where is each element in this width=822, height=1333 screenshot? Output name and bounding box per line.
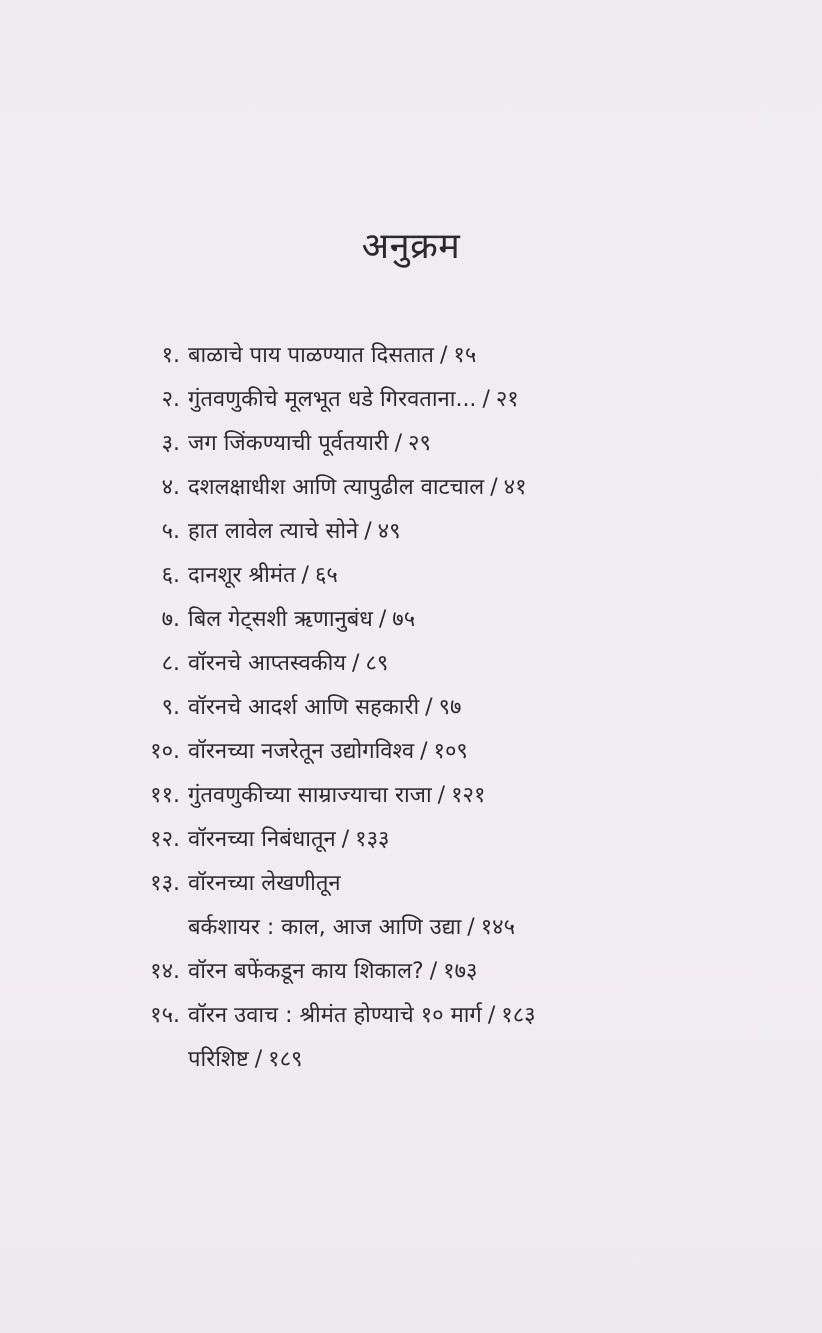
toc-separator: /	[394, 431, 403, 456]
toc-entry-title: गुंतवणुकीच्या साम्राज्याचा राजा	[188, 783, 432, 808]
toc-entry-page: ४१	[503, 475, 527, 500]
toc-entry-number: १३.	[150, 871, 180, 896]
toc-separator: /	[378, 607, 387, 632]
toc-separator: /	[420, 739, 428, 764]
toc-entry-page: १७३	[443, 959, 478, 984]
toc-entry-number: ८.	[161, 651, 180, 676]
toc-entry-number: ५.	[161, 519, 180, 544]
toc-separator: /	[425, 695, 433, 720]
toc-entry-number: १५.	[150, 1003, 180, 1028]
toc-entry-page: ६५	[314, 563, 338, 588]
toc-entry-page: ४९	[377, 519, 401, 544]
toc-entry-page: ९७	[438, 695, 462, 720]
toc-separator: /	[482, 387, 490, 412]
toc-separator: /	[437, 783, 446, 808]
toc-separator: /	[254, 1047, 263, 1072]
toc-entry-title: बिल गेट्सशी ऋणानुबंध	[188, 607, 373, 632]
toc-entry-page: १८९	[268, 1047, 303, 1072]
toc-entry-title: बर्कशायर : काल, आज आणि उद्या	[188, 915, 462, 940]
toc-separator: /	[429, 959, 438, 984]
toc-entry-number: १०.	[150, 739, 180, 764]
toc-entry-number: १२.	[150, 827, 180, 852]
toc-separator: /	[352, 651, 360, 676]
toc-entry-number: १४.	[150, 959, 180, 984]
toc-entry-title: वॉरन उवाच : श्रीमंत होण्याचे १० मार्ग	[188, 1003, 482, 1028]
toc-entry-number: ११.	[150, 783, 180, 808]
toc-entry-title: वॉरनचे आप्तस्वकीय	[188, 651, 347, 676]
toc-separator: /	[439, 343, 448, 368]
toc-entry-title: दशलक्षाधीश आणि त्यापुढील वाटचाल	[188, 475, 485, 500]
toc-separator: /	[301, 563, 309, 588]
toc-separator: /	[364, 519, 372, 544]
toc-entry-title: वॉरनचे आदर्श आणि सहकारी	[188, 695, 420, 720]
toc-entry-number: १.	[161, 343, 180, 368]
toc-entry-title: वॉरनच्या लेखणीतून	[188, 871, 341, 896]
toc-separator: /	[467, 915, 475, 940]
toc-entry-number: ४.	[161, 475, 180, 500]
page-title: अनुक्रम	[361, 226, 461, 267]
toc-entry-page: १५	[453, 343, 477, 368]
toc-entry-title: बाळाचे पाय पाळण्यात दिसतात	[188, 343, 434, 368]
toc-entry-number: ९.	[161, 695, 180, 720]
toc-entry-number: २.	[161, 387, 180, 412]
toc-entry-number: ७.	[161, 607, 180, 632]
toc-entry-page: ८९	[365, 651, 389, 676]
toc-entry-title: वॉरनच्या निबंधातून	[188, 827, 336, 852]
toc-entry-page: १४५	[480, 915, 516, 940]
toc-entry-title: हात लावेल त्याचे सोने	[188, 519, 359, 544]
toc-separator: /	[490, 475, 498, 500]
toc-entry-number: ३.	[161, 431, 180, 456]
toc-separator: /	[341, 827, 350, 852]
toc-entry-title: वॉरन बफेंकडून काय शिकाल?	[188, 959, 424, 984]
toc-entry-title: दानशूर श्रीमंत	[188, 563, 296, 588]
toc-entry-page: १०९	[433, 739, 468, 764]
toc-entry-page: १२१	[451, 783, 486, 808]
toc-entry-title: जग जिंकण्याची पूर्वतयारी	[188, 431, 389, 456]
toc-entry-page: २९	[408, 431, 431, 456]
toc-entry-title: परिशिष्ट	[188, 1047, 249, 1072]
toc-entry-page: १८३	[501, 1003, 536, 1028]
toc-entry-number: ६.	[161, 563, 180, 588]
toc-separator: /	[487, 1003, 496, 1028]
toc-entry-page: १३३	[355, 827, 390, 852]
toc-entry-title: वॉरनच्या नजरेतून उद्योगविश्व	[188, 739, 415, 764]
toc-entry-page: ७५	[392, 607, 416, 632]
toc-entry-title: गुंतवणुकीचे मूलभूत धडे गिरवताना...	[188, 387, 477, 412]
toc-entry-page: २१	[495, 387, 519, 412]
